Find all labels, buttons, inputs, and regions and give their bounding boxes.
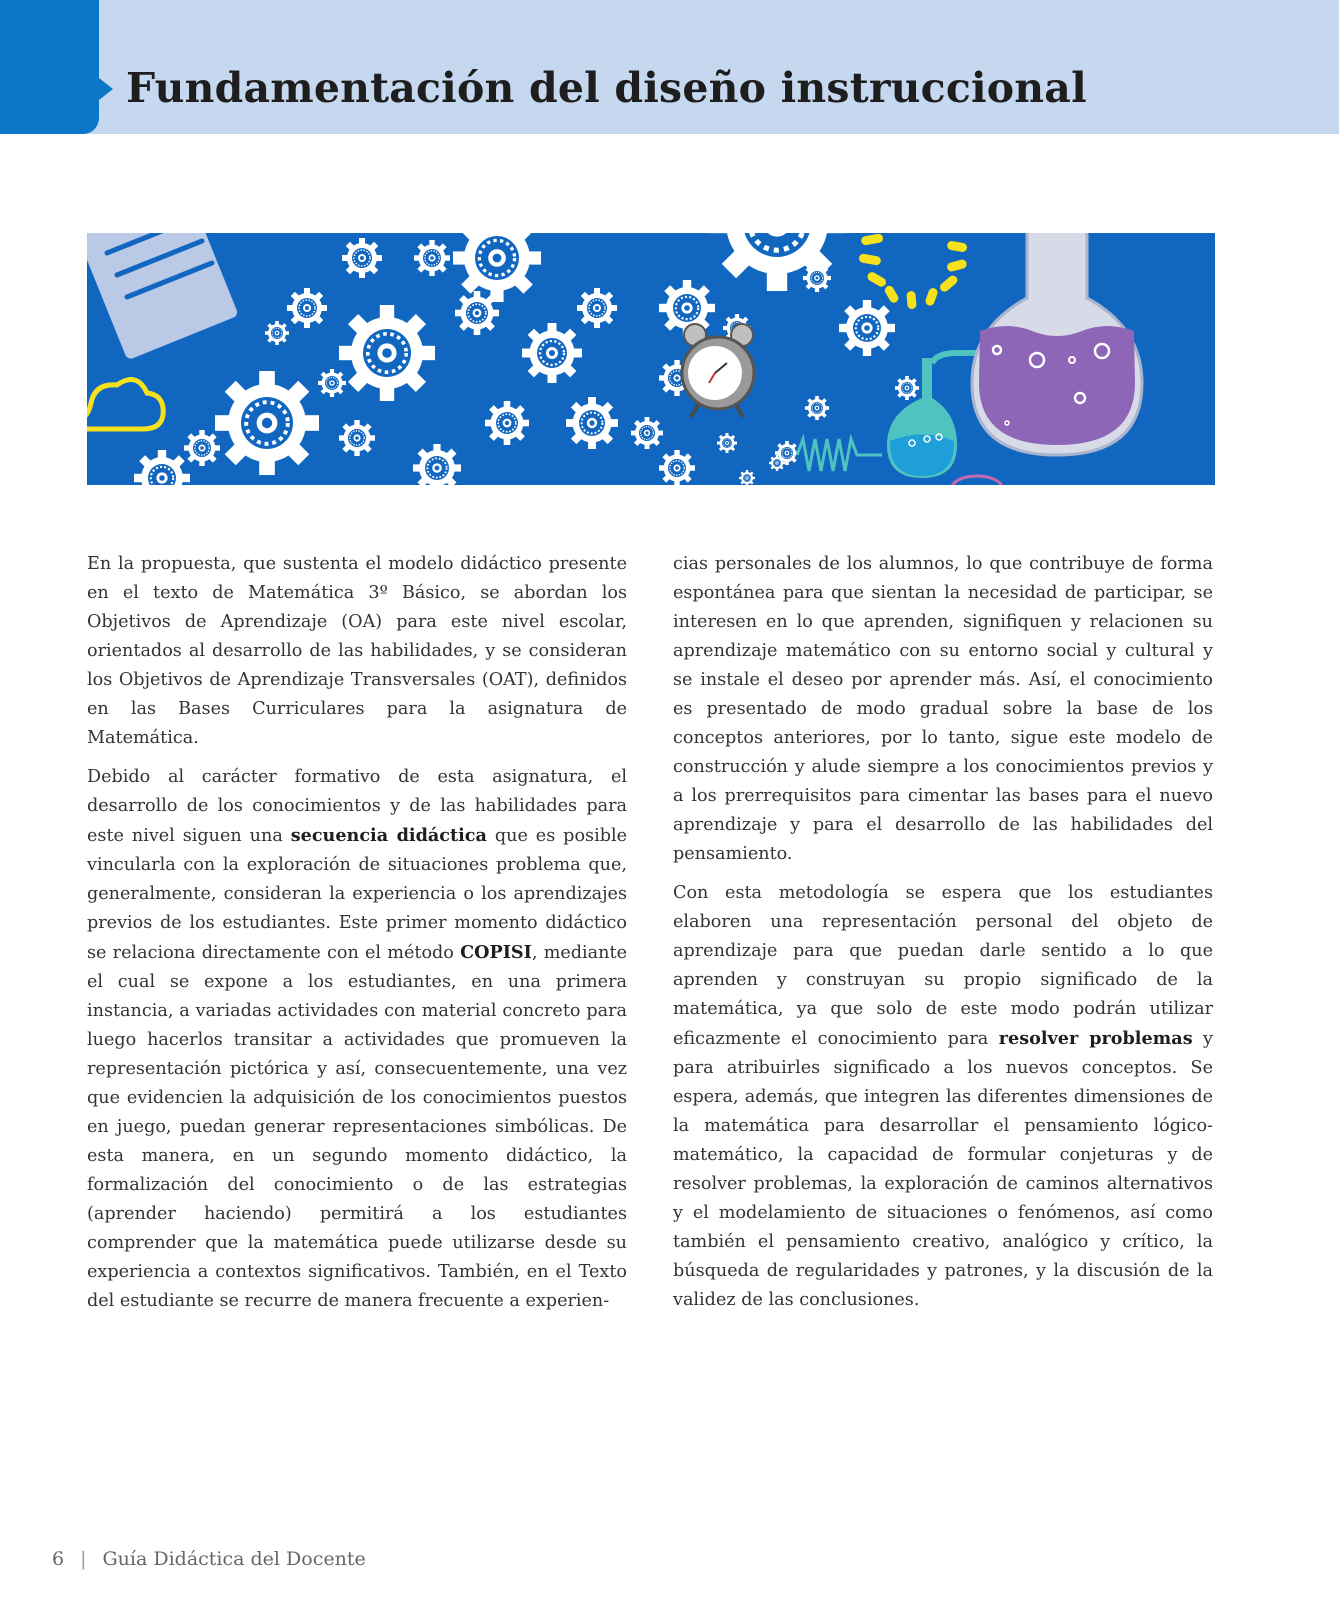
bold-term-resolver: resolver problemas	[998, 1028, 1193, 1049]
header-tab	[0, 0, 99, 134]
page-footer	[52, 1548, 366, 1570]
header-arrow-icon	[99, 78, 113, 100]
flask-icon	[952, 233, 1142, 485]
footer-separator: |	[80, 1548, 87, 1570]
page-number: 6	[52, 1548, 65, 1570]
bold-term-copisi: COPISI	[460, 942, 532, 963]
text-column-left	[87, 550, 627, 1326]
paragraph	[87, 550, 627, 753]
paragraph	[87, 763, 627, 1316]
paragraph-text: que es posible vincularla con la exploración de situaciones problema que, generalmente, consideran la experiencia o los aprendizajes previos de los estudiantes. Este primer momento didáctico se relaciona directamente con el método	[87, 826, 627, 963]
paragraph-text: y para atribuirles significado a los nuevos conceptos. Se espera, además, que integren las diferentes dimensiones de la matemática para desarrollar el pensamiento lógico-matemático, la capacidad de formular conjeturas y de resolver problemas, la exploración de caminos alternativos y el modelamiento de situaciones o fenómenos, así como también el pensamiento creativo, analógico y crítico, la búsqueda de regularidades y patrones, y la discusión de la validez de las conclusiones.	[673, 1029, 1213, 1310]
banner-illustration	[87, 233, 1215, 485]
paragraph-text: Con esta metodología se espera que los estudiantes elaboren una representación personal del objeto de aprendizaje para que puedan darle sentido a lo que aprenden y construyan su propio significado de la matemática, ya que solo de este modo podrán utilizar eficazmente el conocimiento para	[673, 883, 1213, 1049]
paragraph	[673, 879, 1213, 1315]
alarm-clock-icon	[682, 324, 754, 417]
paragraph	[673, 550, 1213, 869]
cloud-icon	[87, 380, 163, 429]
paragraph-text: , mediante el cual se expone a los estudiantes, en una primera instancia, a variadas actividades con material concreto para luego hacerlos transitar a actividades que promueven la representación pictórica y así, consecuentemente, una vez que evidencien la adquisición de los conocimientos puestos en juego, puedan generar representaciones simbólicas. De esta manera, en un segundo momento didáctico, la formalización del conocimiento o de las estrategias (aprender haciendo) permitirá a los estudiantes comprender que la matemática puede utilizarse desde su experiencia a contextos significativos. También, en el Texto del estudiante se recurre de manera frecuente a experien-	[87, 943, 627, 1311]
bold-term-secuencia: secuencia didáctica	[290, 825, 487, 846]
spring-icon	[797, 439, 882, 471]
sun-icon	[858, 233, 967, 309]
book-title: Guía Didáctica del Docente	[102, 1548, 366, 1570]
paragraph-text: En la propuesta, que sustenta el modelo didáctico presente en el texto de Matemática 3º Básico, se abordan los Objetivos de Aprendizaje (OA) para este nivel escolar, orientados al desarrollo de las habilidades, y se consideran los Objetivos de Aprendizaje Transversales (OAT), definidos en las Bases Curriculares para la asignatura de Matemática.	[87, 554, 627, 748]
page-title: Fundamentación del diseño instruccional	[126, 64, 1087, 112]
paragraph-text: Debido al carácter formativo de esta asignatura, el desarrollo de los conocimientos y de las habilidades para este nivel siguen una	[87, 767, 627, 846]
text-column-right	[673, 550, 1213, 1325]
document-icon	[87, 233, 239, 360]
paragraph-text: cias personales de los alumnos, lo que contribuye de forma espontánea para que sientan la necesidad de participar, se interesen en lo que aprenden, signifiquen y relacionen su aprendizaje matemático con su entorno social y cultural y se instale el deseo por aprender más. Así, el conocimiento es presentado de modo gradual sobre la base de los conceptos anteriores, por lo tanto, sigue este modelo de construcción y alude siempre a los conocimientos previos y a los prerrequisitos para cimentar las bases para el nuevo aprendizaje y para el desarrollo de las habilidades del pensamiento.	[673, 554, 1213, 864]
